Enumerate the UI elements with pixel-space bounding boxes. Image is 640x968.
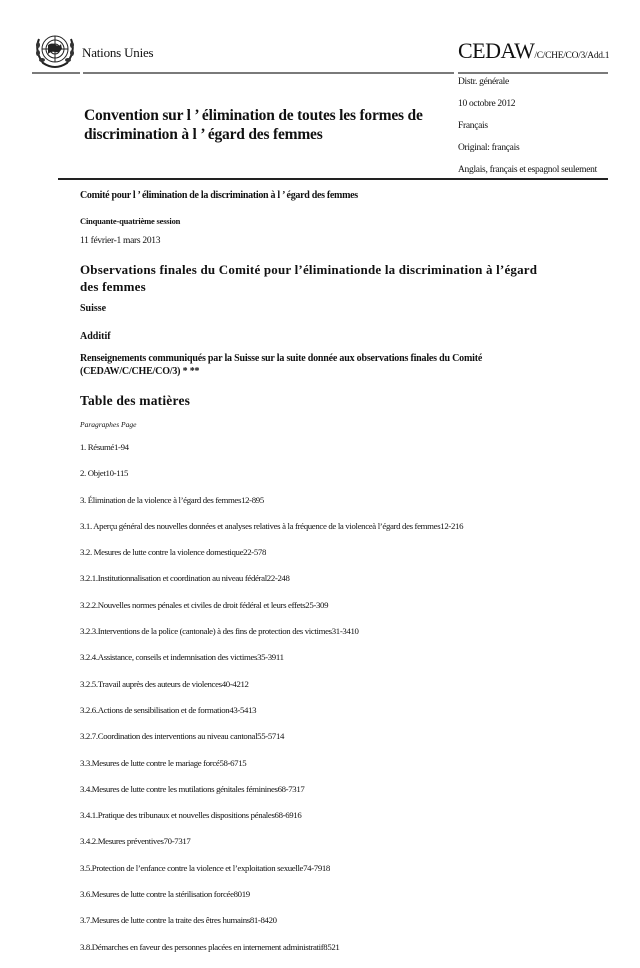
original-language: Original: français: [458, 143, 520, 153]
additif-label: Additif: [80, 331, 111, 342]
toc-item[interactable]: 3.1. Aperçu général des nouvelles données et analyses relatives à la fréquence de la violenceà l’égard des femmes12-216: [80, 520, 464, 531]
info-title: Renseignements communiqués par la Suisse sur la suite donnée aux observations finales du Comité (CEDAW/C/CHE/CO/3) * **: [80, 353, 483, 377]
toc-item[interactable]: 3.4.Mesures de lutte contre les mutilations génitales féminines68-7317: [80, 783, 305, 794]
toc-item[interactable]: 3.2.6.Actions de sensibilisation et de formation43-5413: [80, 704, 257, 715]
convention-title: Convention sur l ’ élimination de toutes les formes de discrimination à l ’ égard des femmes: [84, 107, 423, 143]
distribution-date: 10 octobre 2012: [458, 99, 516, 109]
header-rule: [458, 72, 608, 74]
toc-item[interactable]: 3. Élimination de la violence à l’égard des femmes12-895: [80, 494, 264, 505]
toc-item[interactable]: 3.2.4.Assistance, conseils et indemnisation des victimes35-3911: [80, 652, 284, 663]
section-rule: [58, 178, 608, 180]
toc-item[interactable]: 1. Résumé1-94: [80, 442, 129, 452]
toc-item[interactable]: 3.7.Mesures de lutte contre la traite des êtres humains81-8420: [80, 915, 277, 926]
header-rule: [32, 72, 80, 74]
document-language: Français: [458, 121, 488, 131]
toc-item[interactable]: 3.2.2.Nouvelles normes pénales et civiles de droit fédéral et leurs effets25-309: [80, 599, 329, 610]
toc-heading: Table des matières: [80, 393, 191, 408]
symbol-main: CEDAW: [458, 38, 535, 63]
toc-columns-label: Paragraphes Page: [80, 420, 137, 429]
toc-item[interactable]: 3.8.Démarches en faveur des personnes placées en internement administratif8521: [80, 941, 340, 952]
document-title: Observations finales du Comité pour l’éliminationde la discrimination à l’égard des femmes: [80, 262, 538, 294]
document-symbol: [458, 38, 609, 64]
toc-item[interactable]: 3.2.3.Interventions de la police (cantonale) à des fins de protection des victimes31-3410: [80, 626, 359, 637]
toc-item[interactable]: 3.6.Mesures de lutte contre la stérilisation forcée8019: [80, 889, 250, 900]
session-name: Cinquante-quatrième session: [80, 216, 181, 226]
organization-name: Nations Unies: [82, 45, 154, 60]
toc-item[interactable]: 3.4.1.Pratique des tribunaux et nouvelles dispositions pénales68-6916: [80, 810, 302, 821]
session-dates: 11 février-1 mars 2013: [80, 236, 161, 246]
toc-item[interactable]: 3.2.7.Coordination des interventions au niveau cantonal55-5714: [80, 731, 285, 742]
un-emblem-icon: [33, 31, 77, 69]
country-name: Suisse: [80, 303, 107, 314]
symbol-suffix: /C/CHE/CO/3/Add.1: [534, 51, 610, 61]
distribution-type: Distr. générale: [458, 77, 509, 87]
toc-list: [80, 442, 463, 968]
toc-item[interactable]: 3.2. Mesures de lutte contre la violence domestique22-578: [80, 547, 266, 558]
toc-item[interactable]: 2. Objet10-115: [80, 468, 129, 479]
committee-name: Comité pour l ’ élimination de la discrimination à l ’ égard des femmes: [80, 190, 358, 201]
header-rule: [83, 72, 454, 74]
toc-item[interactable]: 3.2.5.Travail auprès des auteurs de violences40-4212: [80, 678, 249, 689]
toc-item[interactable]: 3.4.2.Mesures préventives70-7317: [80, 836, 191, 847]
toc-item[interactable]: 3.2.1.Institutionnalisation et coordination au niveau fédéral22-248: [80, 573, 290, 584]
available-languages: Anglais, français et espagnol seulement: [458, 165, 597, 175]
toc-item[interactable]: 3.5.Protection de l’enfance contre la violence et l’exploitation sexuelle74-7918: [80, 862, 330, 873]
toc-item[interactable]: 3.3.Mesures de lutte contre le mariage forcé58-6715: [80, 757, 247, 768]
